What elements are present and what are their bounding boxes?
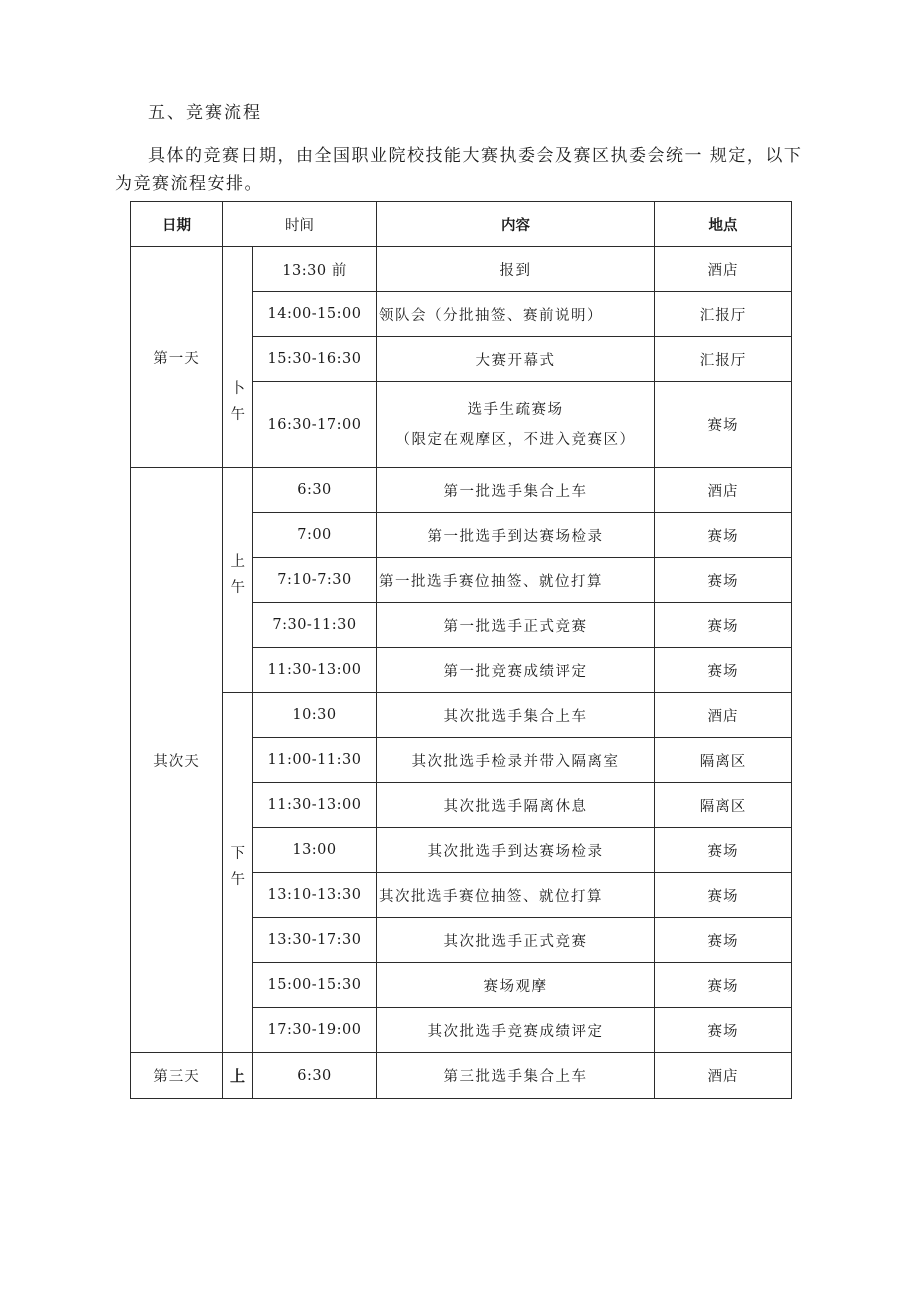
- location-cell: 赛场: [655, 558, 792, 603]
- time-cell: 14:00-15:00: [253, 292, 377, 337]
- content-cell: 第一批竞赛成绩评定: [377, 648, 655, 693]
- location-cell: 酒店: [655, 693, 792, 738]
- time-cell: 6:30: [253, 1053, 377, 1099]
- content-cell: 其次批选手竞赛成绩评定: [377, 1008, 655, 1053]
- table-header-row: [131, 202, 792, 247]
- table-row: [131, 468, 792, 513]
- segment-label-char: 上: [230, 554, 245, 570]
- segment-label-char: 卜: [230, 381, 245, 397]
- time-cell: 13:30-17:30: [253, 918, 377, 963]
- day-label: 其次天: [131, 468, 223, 1053]
- location-cell: 赛场: [655, 918, 792, 963]
- location-cell: 赛场: [655, 603, 792, 648]
- segment-label: 上: [223, 1053, 253, 1099]
- location-cell: 隔离区: [655, 783, 792, 828]
- content-cell: 第一批选手集合上车: [377, 468, 655, 513]
- table-row: [131, 247, 792, 292]
- table-row: [131, 1053, 792, 1099]
- content-cell: 其次批选手隔离休息: [377, 783, 655, 828]
- time-cell: 13:30 前: [253, 247, 377, 292]
- segment-label: [223, 468, 253, 693]
- segment-label: [223, 247, 253, 468]
- location-cell: 酒店: [655, 468, 792, 513]
- content-cell: 其次批选手检录并带入隔离室: [377, 738, 655, 783]
- header-content: 内容: [377, 202, 655, 247]
- content-cell: 其次批选手正式竞赛: [377, 918, 655, 963]
- content-cell: 第一批选手正式竞赛: [377, 603, 655, 648]
- segment-label-char: 下: [230, 845, 245, 862]
- header-location: 地点: [655, 202, 792, 247]
- content-cell: 其次批选手集合上车: [377, 693, 655, 738]
- intro-paragraph: 具体的竞赛日期，由全国职业院校技能大赛执委会及赛区执委会统一 规定，以下为竞赛流程安排。: [115, 146, 803, 194]
- location-cell: 汇报厅: [655, 292, 792, 337]
- time-cell: 17:30-19:00: [253, 1008, 377, 1053]
- day-label: 第一天: [131, 247, 223, 468]
- time-cell: 15:30-16:30: [253, 337, 377, 382]
- content-cell: 其次批选手到达赛场检录: [377, 828, 655, 873]
- schedule-table: [130, 201, 792, 1099]
- location-cell: 赛场: [655, 1008, 792, 1053]
- time-cell: 6:30: [253, 468, 377, 513]
- segment-label-char: 午: [230, 407, 245, 423]
- day-label: 第三天: [131, 1053, 223, 1099]
- location-cell: 赛场: [655, 873, 792, 918]
- content-cell: 第一批选手赛位抽签、就位打算: [377, 558, 655, 603]
- location-cell: 隔离区: [655, 738, 792, 783]
- time-cell: 16:30-17:00: [253, 382, 377, 468]
- time-cell: 10:30: [253, 693, 377, 738]
- location-cell: 赛场: [655, 648, 792, 693]
- time-cell: 7:00: [253, 513, 377, 558]
- header-date: 日期: [131, 202, 223, 247]
- section-heading: 五、竞赛流程: [148, 103, 262, 123]
- header-time: 时间: [223, 202, 377, 247]
- location-cell: 汇报厅: [655, 337, 792, 382]
- location-cell: 赛场: [655, 382, 792, 468]
- time-cell: 7:30-11:30: [253, 603, 377, 648]
- location-cell: 赛场: [655, 963, 792, 1008]
- table-row: [131, 693, 792, 738]
- time-cell: 7:10-7:30: [253, 558, 377, 603]
- content-cell: 报到: [377, 247, 655, 292]
- time-cell: 11:00-11:30: [253, 738, 377, 783]
- location-cell: 酒店: [655, 1053, 792, 1099]
- segment-label-char: 午: [230, 580, 245, 596]
- content-cell: 第三批选手集合上车: [377, 1053, 655, 1099]
- content-cell: 大赛开幕式: [377, 337, 655, 382]
- content-cell: 其次批选手赛位抽签、就位打算: [377, 873, 655, 918]
- time-cell: 13:10-13:30: [253, 873, 377, 918]
- content-line: 选手生疏赛场: [467, 401, 564, 418]
- location-cell: 酒店: [655, 247, 792, 292]
- content-cell: 第一批选手到达赛场检录: [377, 513, 655, 558]
- time-cell: 11:30-13:00: [253, 648, 377, 693]
- location-cell: 赛场: [655, 513, 792, 558]
- time-cell: 15:00-15:30: [253, 963, 377, 1008]
- location-cell: 赛场: [655, 828, 792, 873]
- content-cell: 赛场观摩: [377, 963, 655, 1008]
- content-line: （限定在观摩区，不进入竞赛区）: [395, 431, 636, 448]
- time-cell: 11:30-13:00: [253, 783, 377, 828]
- time-cell: 13:00: [253, 828, 377, 873]
- segment-label: [223, 693, 253, 1053]
- content-cell: 领队会（分批抽签、赛前说明）: [377, 292, 655, 337]
- content-cell: [377, 382, 655, 468]
- segment-label-char: 午: [230, 871, 245, 888]
